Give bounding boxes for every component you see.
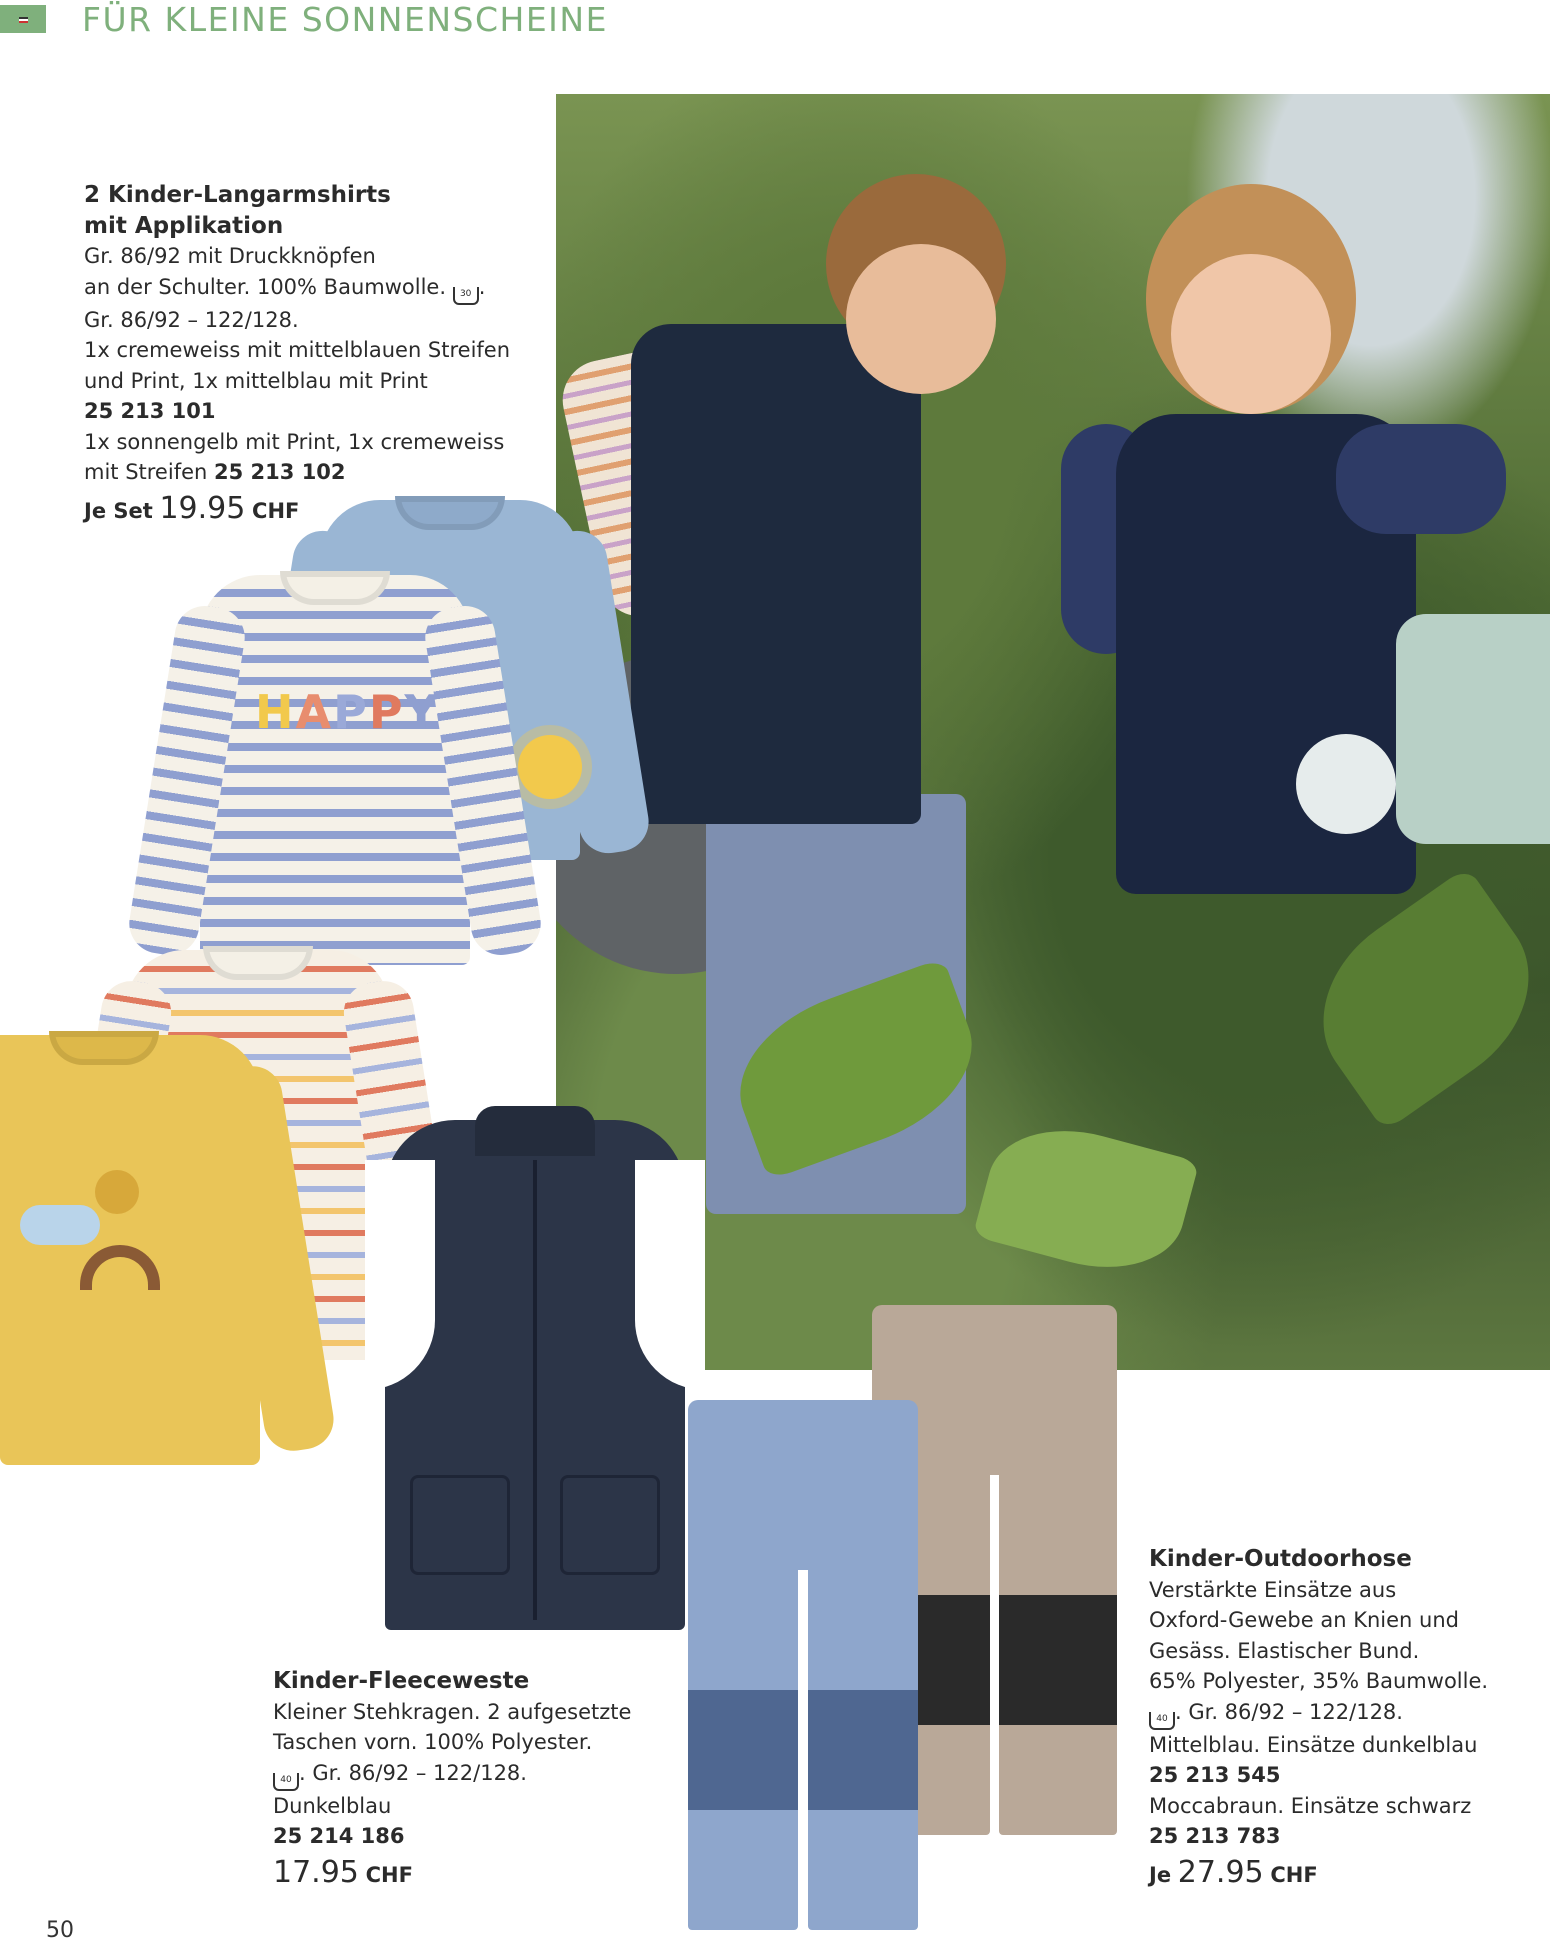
shirt-striped-happy-product-image bbox=[200, 575, 470, 965]
variant-description: und Print, 1x mittelblau mit Print bbox=[84, 368, 428, 393]
flag-icon bbox=[19, 17, 28, 23]
happy-letter: P bbox=[333, 685, 369, 739]
cloud-icon bbox=[20, 1205, 100, 1245]
variant-description: mit Streifen 25 213 102 bbox=[84, 460, 346, 484]
product-description: Gesäss. Elastischer Bund. bbox=[1149, 1638, 1420, 1663]
boy-vest bbox=[631, 324, 921, 824]
leaf bbox=[973, 1110, 1200, 1287]
zipper bbox=[533, 1160, 537, 1620]
pocket bbox=[560, 1475, 660, 1575]
girl-face bbox=[1171, 254, 1331, 414]
price: Je Set 19.95 CHF bbox=[84, 490, 300, 526]
product-description: Verstärkte Einsätze aus bbox=[1149, 1577, 1397, 1602]
product-description: Taschen vorn. 100% Polyester. bbox=[273, 1730, 593, 1754]
product-title: mit Applikation bbox=[84, 212, 284, 239]
variant-description: Moccabraun. Einsätze schwarz bbox=[1149, 1793, 1472, 1818]
pocket bbox=[410, 1475, 510, 1575]
product-info-vest bbox=[273, 1666, 673, 1890]
happy-letter: Y bbox=[404, 685, 440, 739]
watering-can-light bbox=[1396, 614, 1550, 844]
product-title: Kinder-Outdoorhose bbox=[1149, 1546, 1412, 1572]
price: 17.95 CHF bbox=[273, 1854, 413, 1890]
color-name: Dunkelblau bbox=[273, 1793, 392, 1818]
leaf bbox=[1287, 866, 1550, 1131]
happy-letter: H bbox=[255, 685, 296, 739]
product-description: 40 . Gr. 86/92 – 122/128. bbox=[273, 1758, 673, 1791]
watering-can-rose bbox=[1296, 734, 1396, 834]
girl-sleeve-right bbox=[1336, 424, 1506, 534]
article-number: 25 213 102 bbox=[214, 460, 346, 484]
variant-description: Mittelblau. Einsätze dunkelblau bbox=[1149, 1732, 1478, 1757]
article-number: 25 213 545 bbox=[1149, 1763, 1281, 1787]
product-description: 65% Polyester, 35% Baumwolle. bbox=[1149, 1669, 1489, 1693]
fleece-vest-product-image bbox=[385, 1120, 685, 1630]
variant-description: 1x cremeweiss mit mittelblauen Streifen bbox=[84, 338, 511, 362]
product-info-pants bbox=[1149, 1544, 1539, 1890]
article-number: 25 213 101 bbox=[84, 399, 216, 423]
product-description: 40 . Gr. 86/92 – 122/128. bbox=[1149, 1697, 1539, 1730]
product-description: Gr. 86/92 mit Druckknöpfen bbox=[84, 244, 376, 268]
wash-40-icon: 40 bbox=[1149, 1712, 1175, 1730]
sun-print-icon bbox=[518, 735, 582, 799]
wash-30-icon: 30 bbox=[453, 287, 479, 305]
product-description: Gr. 86/92 – 122/128. bbox=[84, 307, 299, 332]
happy-print bbox=[255, 685, 440, 739]
product-info-shirts bbox=[84, 180, 554, 526]
product-title: 2 Kinder-Langarmshirts bbox=[84, 182, 391, 208]
section-title: FÜR KLEINE SONNENSCHEINE bbox=[82, 0, 608, 39]
product-description: Oxford-Gewebe an Knien und bbox=[1149, 1608, 1459, 1632]
page-number: 50 bbox=[46, 1918, 74, 1943]
rainbow-icon bbox=[80, 1245, 160, 1290]
price: Je 27.95 CHF bbox=[1149, 1854, 1318, 1890]
article-number: 25 213 783 bbox=[1149, 1824, 1281, 1848]
happy-letter: A bbox=[295, 685, 334, 739]
shirt-yellow-product-image bbox=[0, 1035, 260, 1465]
sun-icon bbox=[95, 1170, 139, 1214]
product-title: Kinder-Fleeceweste bbox=[273, 1668, 530, 1694]
wash-40-icon: 40 bbox=[273, 1773, 299, 1791]
product-description: Kleiner Stehkragen. 2 aufgesetzte bbox=[273, 1699, 632, 1724]
outdoor-pants-blue-product-image bbox=[688, 1400, 918, 1920]
happy-letter: P bbox=[368, 685, 405, 739]
article-number: 25 214 186 bbox=[273, 1824, 405, 1848]
boy-face bbox=[846, 244, 996, 394]
product-description: an der Schulter. 100% Baumwolle. 30 . bbox=[84, 272, 554, 305]
variant-description: 1x sonnengelb mit Print, 1x cremeweiss bbox=[84, 429, 505, 454]
lifestyle-photo bbox=[556, 94, 1550, 1370]
section-tab bbox=[0, 5, 46, 33]
